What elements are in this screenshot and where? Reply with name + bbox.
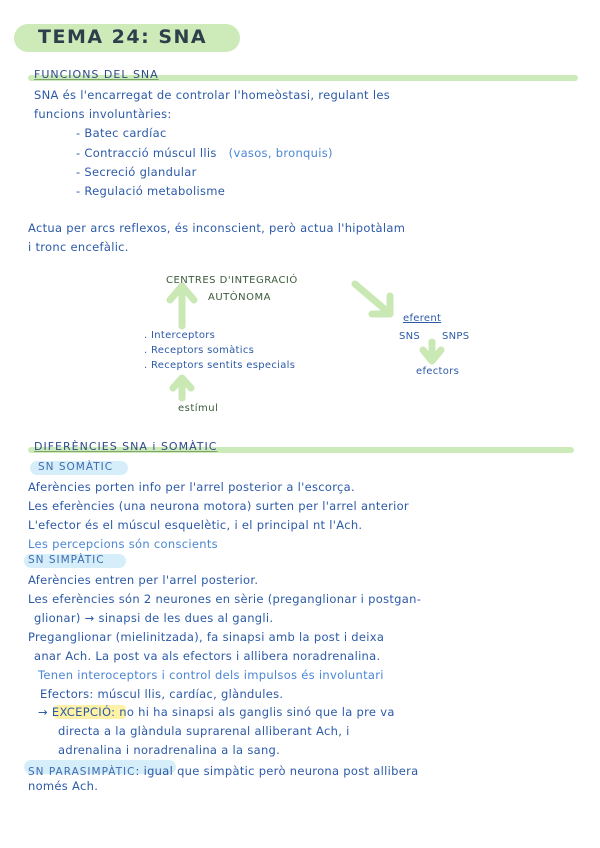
parasimpatic-line2: només Ach. <box>28 779 99 793</box>
section1-paragraph-line2: i tronc encefàlic. <box>28 240 129 254</box>
section1-paragraph-line1: Actua per arcs reflexos, és inconscient, però actua l'hipotàlam <box>28 221 406 235</box>
simpatic-interoceptors-note: Tenen interoceptors i control dels impulsos és involuntari <box>38 668 384 682</box>
receptor-item: . Receptors somàtics <box>144 345 255 356</box>
exception-line: → EXCEPCIÓ: no hi ha sinapsi als ganglis sinó que la pre va <box>38 705 395 719</box>
estimul-label: estímul <box>178 403 219 414</box>
eferent-label: eferent <box>403 313 442 324</box>
section2-heading: DIFERÈNCIES SNA i SOMÀTIC <box>34 440 218 453</box>
receptor-item: . Interceptors <box>144 330 216 341</box>
parasimpatic-heading: SN PARASIMPÀTIC <box>28 766 136 778</box>
receptor-item: . Receptors sentits especials <box>144 360 296 371</box>
page-title: TEMA 24: SNA <box>38 26 208 48</box>
exception-line: adrenalina i noradrenalina a la sang. <box>58 743 281 757</box>
exception-line: directa a la glàndula suprarenal alliberant Ach, i <box>58 724 350 738</box>
simpatic-line: glionar) → sinapsi de les dues al gangli. <box>34 611 274 625</box>
simpatic-line: Preganglionar (mielinitzada), fa sinapsi amb la post i deixa <box>28 630 385 644</box>
somatic-line: Aferències porten info per l'arrel posterior a l'escorça. <box>28 480 355 494</box>
section1-line2: funcions involuntàries: <box>34 107 172 121</box>
section1-heading: FUNCIONS DEL SNA <box>34 68 159 81</box>
snps-label: SNPS <box>442 331 470 342</box>
simpatic-line: Aferències entren per l'arrel posterior. <box>28 573 259 587</box>
bullet-item: - Secreció glandular <box>76 165 197 179</box>
simpatic-heading: SN SIMPÀTIC <box>28 554 105 566</box>
sns-label: SNS <box>399 331 421 342</box>
bullet-item: - Regulació metabolisme <box>76 184 226 198</box>
simpatic-line: Les eferències són 2 neurones en sèrie (preganglionar i postgan- <box>28 592 422 606</box>
centres-label-line1: CENTRES D'INTEGRACIÓ <box>166 275 298 286</box>
somatic-heading: SN SOMÀTIC <box>38 461 114 473</box>
bullet-item: - Batec cardíac <box>76 126 167 140</box>
efectors-label: efectors <box>416 366 460 377</box>
somatic-line: Les eferències (una neurona motora) surten per l'arrel anterior <box>28 499 409 513</box>
centres-label-line2: AUTÒNOMA <box>208 292 271 303</box>
somatic-line: L'efector és el múscul esquelètic, i el principal nt l'Ach. <box>28 518 363 532</box>
simpatic-line: anar Ach. La post va als efectors i allibera noradrenalina. <box>34 649 381 663</box>
section1-line1: SNA és l'encarregat de controlar l'homeòstasi, regulant les <box>34 88 390 102</box>
simpatic-efectors: Efectors: múscul llis, cardíac, glàndules. <box>40 687 284 701</box>
arrow-to-eferent <box>355 284 388 312</box>
parasimpatic-line1: SN PARASIMPÀTIC: igual que simpàtic però neurona post allibera <box>28 764 419 778</box>
bullet-item: - Contracció múscul llis (vasos, bronquis) <box>76 146 333 160</box>
somatic-consciousness-note: Les percepcions són conscients <box>28 537 218 551</box>
